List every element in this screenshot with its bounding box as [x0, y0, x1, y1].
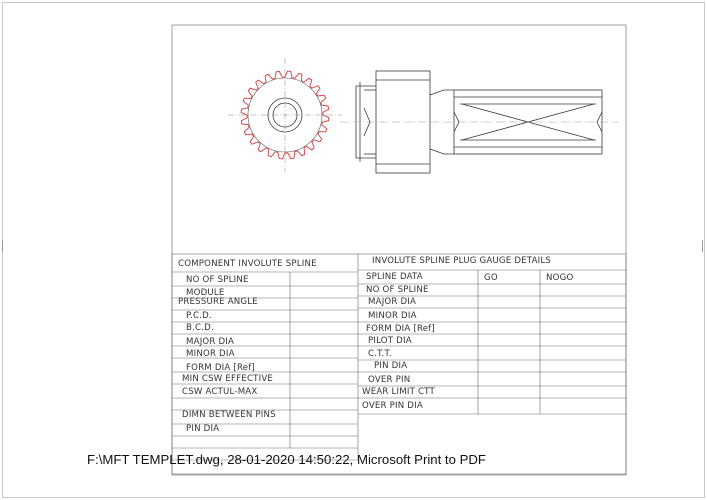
left-table-row-label: NO OF SPLINE	[186, 275, 249, 285]
left-table-row-label: DIMN BETWEEN PINS	[182, 410, 276, 420]
left-table-row-label: B.C.D.	[186, 323, 214, 333]
left-table-row-label: PRESSURE ANGLE	[178, 297, 258, 307]
left-table-row-label: PIN DIA	[186, 424, 220, 434]
right-table-row-label: MINOR DIA	[368, 311, 417, 321]
plot-footer: F:\MFT TEMPLET.dwg, 28-01-2020 14:50:22, Microsoft Print to PDF	[87, 452, 486, 467]
right-table-row-label: FORM DIA [Ref]	[366, 324, 435, 334]
right-table-row-label: OVER PIN	[368, 375, 411, 385]
right-table-header-go: GO	[484, 273, 498, 283]
right-table-row-label: MAJOR DIA	[368, 297, 417, 307]
right-table-row-label: NO OF SPLINE	[366, 285, 429, 295]
plug-gauge-side-view	[340, 71, 618, 173]
right-table-header-nogo: NOGO	[546, 273, 574, 283]
left-table-row-label: MIN CSW EFFECTIVE	[182, 374, 274, 384]
left-table-title: COMPONENT INVOLUTE SPLINE	[178, 259, 317, 269]
left-table-row-label: MAJOR DIA	[186, 337, 235, 347]
right-table-row-label: PIN DIA	[374, 361, 408, 371]
left-table-row-label: CSW ACTUL-MAX	[182, 387, 258, 397]
left-table-row-label: MINOR DIA	[186, 349, 235, 359]
right-table-row-label: C.T.T.	[368, 349, 392, 359]
left-table-row-label: P.C.D.	[186, 311, 212, 321]
right-table-row-label: PILOT DIA	[368, 336, 412, 346]
right-table-row-label: WEAR LIMIT CTT	[362, 387, 435, 397]
right-table-row-label: OVER PIN DIA	[362, 401, 423, 411]
left-table-row-label: MODULE	[186, 288, 225, 298]
right-table-header-label: SPLINE DATA	[366, 272, 423, 282]
spline-end-view	[228, 58, 342, 172]
right-table-title: INVOLUTE SPLINE PLUG GAUGE DETAILS	[372, 256, 552, 266]
left-table-row-label: FORM DIA [Ref]	[186, 363, 255, 373]
